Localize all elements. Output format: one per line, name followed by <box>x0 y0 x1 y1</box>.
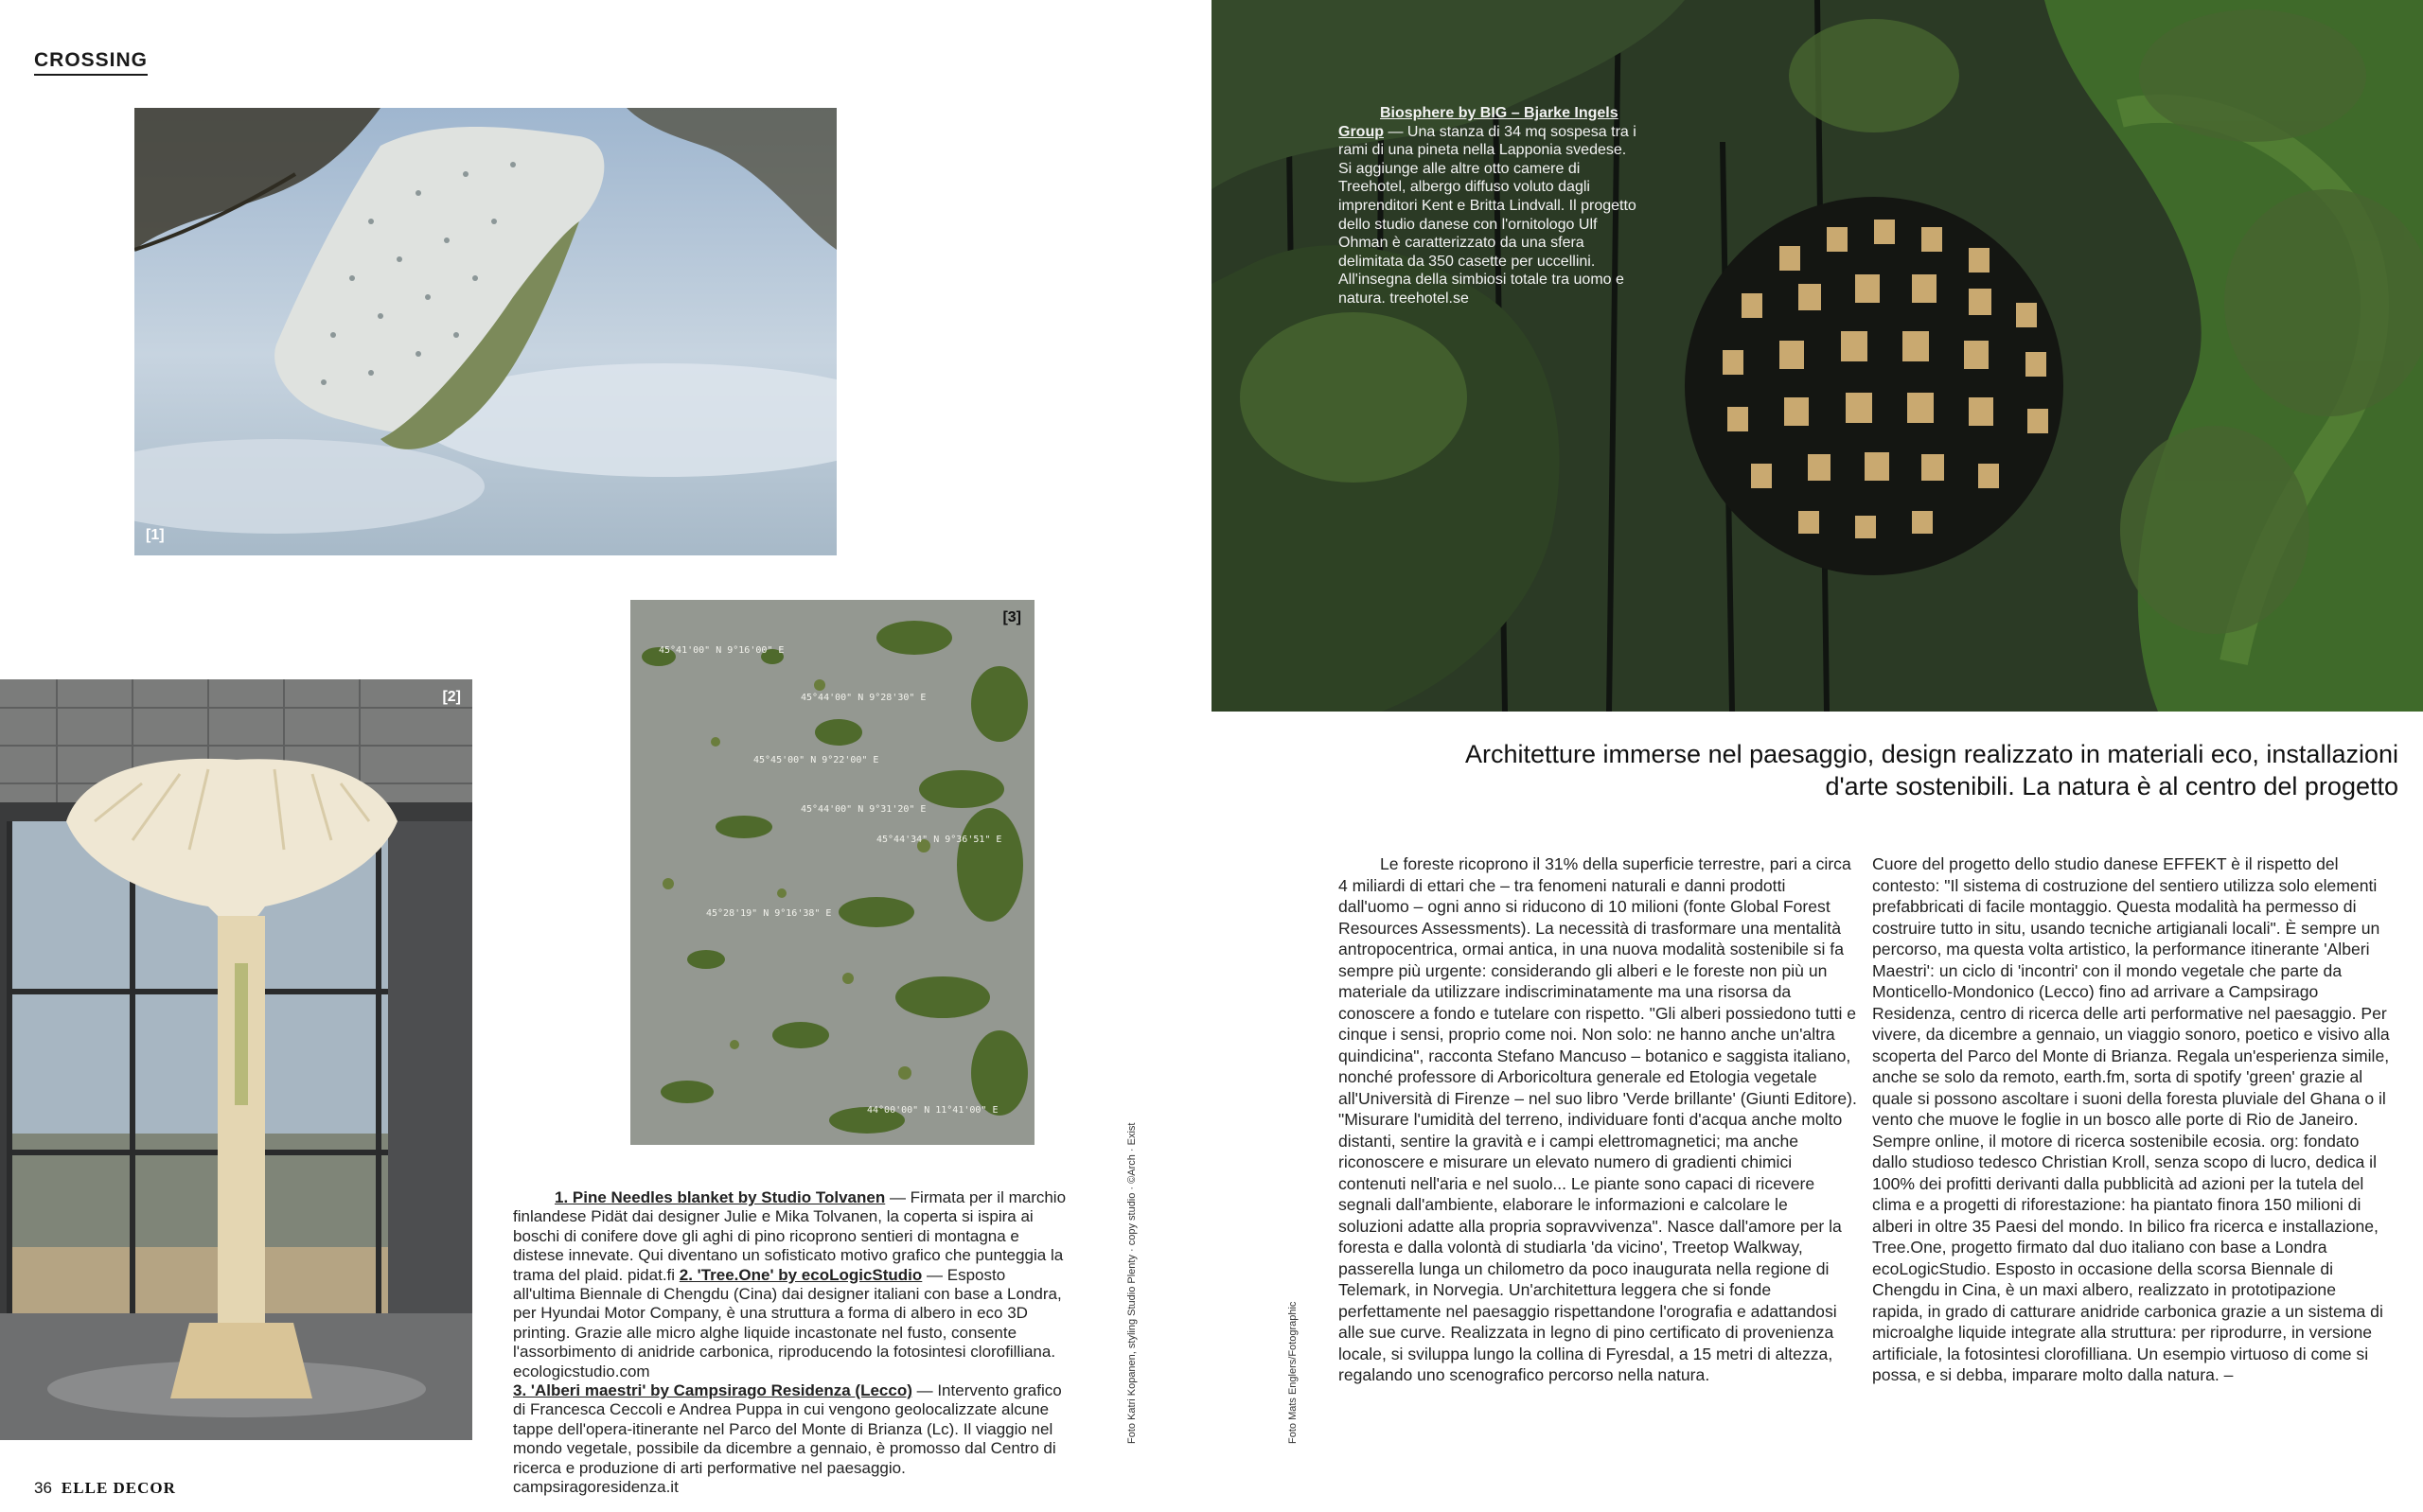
photo-blanket <box>134 108 837 555</box>
page-number: 36 <box>34 1479 52 1497</box>
tree-one-image <box>0 679 472 1440</box>
caption-1-title: 1. Pine Needles blanket by Studio Tolvanen <box>555 1188 886 1206</box>
photo-credit-left: Foto Katri Kopanen, styling Studio Plenty · copy studio · ©Arch · Exist <box>1126 1122 1138 1444</box>
blanket-image <box>134 108 837 555</box>
article-headline: Architetture immerse nel paesaggio, design realizzato in materiali eco, installazioni d'arte sostenibili. La natura è al centro del progetto <box>1465 740 2398 800</box>
photo-credit-right: Foto Mats Englers/Fotographic <box>1287 1301 1299 1444</box>
caption-3-body: — Intervento grafico di Francesca Ceccoli e Andrea Puppa in cui vengono geolocalizzate alcune tappe dell'opera-itinerante nel Parco del Monte di Brianza (Lc). Il viaggio nel mondo vegetale, possibile da dicembre a gennaio, è promosso dal Centro di ricerca e produzione di arti performative nel paesaggio. campsiragoresidenza.it <box>513 1381 1062 1497</box>
photo-3-label: [3] <box>1002 609 1021 625</box>
folio <box>34 1479 176 1498</box>
section-tag: CROSSING <box>34 49 148 76</box>
body-column-2 <box>1872 853 2391 1386</box>
photo-1-label: [1] <box>146 527 165 543</box>
body-column-1 <box>1338 853 1857 1386</box>
bark-image <box>630 600 1035 1145</box>
bark-coordinate: 45°44'00" N 9°31'20" E <box>801 804 927 815</box>
bark-coordinate: 44°00'00" N 11°41'00" E <box>867 1105 999 1116</box>
biosphere-caption-body: — Una stanza di 34 mq sospesa tra i rami di una pineta nella Lapponia svedese. Si aggiunge alle altre otto camere di Treehotel, albergo diffuso voluto dagli imprenditori Kent e Britta Lindvall. Il progetto dello studio danese con l'ornitologo Ulf Ohman è caratterizzato da una sfera delimitata da 350 casette per uccellini. All'insegna della simbiosi totale tra uomo e natura. treehotel.se <box>1338 123 1636 307</box>
bark-coordinate: 45°44'00" N 9°28'30" E <box>801 693 927 703</box>
magazine-name: ELLE DECOR <box>61 1479 176 1497</box>
photo-2-label: [2] <box>442 689 461 705</box>
biosphere-caption <box>1338 104 1641 308</box>
photo-captions <box>513 1188 1071 1498</box>
caption-1-body: — Firmata per il marchio finlandese Pidät dai designer Julie e Mika Tolvanen, la coperta si ispira ai boschi di conifere dove gli aghi di pino ricoprono sentieri di montagna e distese innevate. Qui diventano un sofisticato motivo grafico che punteggia la trama del plaid. pidat.fi <box>513 1188 1067 1284</box>
biosphere-caption-title: Biosphere by BIG – Bjarke Ingels Group <box>1338 105 1618 140</box>
caption-2-title: 2. 'Tree.One' by ecoLogicStudio <box>679 1265 923 1284</box>
photo-bark-coordinates <box>630 600 1035 1145</box>
caption-2-body: — Esposto all'ultima Biennale di Chengdu (Cina) dai designer italiani con base a Londra, per Hyundai Motor Company, è una struttura a forma di albero in eco 3D printing. Grazie alle micro alghe liquide incastonate nel fusto, consente l'assorbimento di anidride carbonica, riproducendo la fotosintesi clorofilliana. ecologicstudio.com <box>513 1265 1062 1380</box>
bark-coordinate: 45°28'19" N 9°16'38" E <box>706 908 832 919</box>
bark-coordinate: 45°45'00" N 9°22'00" E <box>753 755 879 765</box>
bark-coordinate: 45°41'00" N 9°16'00" E <box>659 645 785 656</box>
body-column-2-text: Cuore del progetto dello studio danese EFFEKT è il rispetto del contesto: "Il sistema di costruzione del sentiero utilizza solo elementi prefabbricati di facile montaggio. Questa modalità ha permesso di costruire tutto in situ, usando tecniche artigianali locali". È sempre un percorso, ma questa volta artistico, la performance itinerante 'Alberi Maestri': un ciclo di 'incontri' con il mondo vegetale che parte da Monticello-Mondonico (Lecco) fino ad arrivare a Campsirago Residenza, centro di ricerca delle arti performative nel paesaggio. Per vivere, da dicembre a gennaio, un viaggio sonoro, poetico e visivo alla scoperta del Parco del Monte di Brianza. Regala un'esperienza simile, anche se solo da remoto, earth.fm, sorta di spotify 'green' grazie al quale si possono ascoltare i suoni della foresta pluviale del Ghana o il vento che muove le foglie in un bosco alle porte di Rio de Janeiro. Sempre online, il motore di ricerca sostenibile ecosia. org: fondato dallo studioso tedesco Christian Kroll, senza scopo di lucro, dedica il 100% dei profitti derivanti dalla pubblicità ad azioni per la tutela del clima e a progetti di riforestazione: ha piantato finora 150 milioni di alberi in oltre 35 Paesi del mondo. In bilico fra ricerca e installazione, Tree.One, progetto firmato dal duo italiano con base a Londra ecoLogicStudio. Esposto in occasione della scorsa Biennale di Chengdu in Cina, è un maxi albero, realizzato in prototipazione rapida, in grado di catturare anidride carbonica grazie a un sistema di microalghe liquide integrate alla struttura: per riprodurre, in versione artificiale, la fotosintesi clorofilliana. Un esempio virtuoso di come si possa, e si debba, imparare molto dalla natura. – <box>1872 854 2390 1384</box>
bark-coordinate: 45°44'34" N 9°36'51" E <box>876 835 1002 845</box>
photo-tree-one <box>0 679 472 1440</box>
caption-3-title: 3. 'Alberi maestri' by Campsirago Residenza (Lecco) <box>513 1381 912 1400</box>
body-column-1-text: Le foreste ricoprono il 31% della superficie terrestre, pari a circa 4 miliardi di ettari che – tra fenomeni naturali e danni prodotti dall'uomo – ogni anno si riducono di 10 milioni (fonte Global Forest Resources Assessments). La necessità di trasformare una mentalità antropocentrica, ormai antica, in una nuova modalità sostenibile si fa sempre più urgente: considerando gli alberi e le foreste non più un materiale da utilizzare indiscriminatamente ma una risorsa da conoscere a fondo e tutelare con rispetto. "Gli alberi possiedono tutti e cinque i sensi, proprio come noi. Non solo: ne hanno anche un'altra quindicina", racconta Stefano Mancuso – botanico e saggista italiano, nonché professore di Arboricoltura generale ed Etologia vegetale all'Università di Firenze – nel suo libro 'Verde brillante' (Giunti Editore). "Misurare l'umidità del terreno, individuare fonti d'acqua anche molto distanti, sentire la gravità e i campi elettromagnetici; ma anche riconoscere e misurare un elevato numero di gradienti chimici contenuti nell'aria e nel suolo... Le piante sono capaci di ricevere segnali dall'ambiente, elaborare le informazioni e calcolare le soluzioni adatte alla propria sopravvivenza". Nasce dall'amore per la foresta e dalla volontà di studiarla 'da vicino', Treetop Walkway, passerella lunga un chilometro da poco inaugurata nella regione di Telemark, in Norvegia. Un'architettura leggera che si fonde perfettamente nel paesaggio rispettandone l'orografia e adattandosi alle sue curve. Realizzata in legno di pino certificato di provenienza locale, si sviluppa lungo la collina di Fyresdal, a 15 metri di altezza, regalando uno scenografico percorso nella natura. <box>1338 854 1857 1384</box>
